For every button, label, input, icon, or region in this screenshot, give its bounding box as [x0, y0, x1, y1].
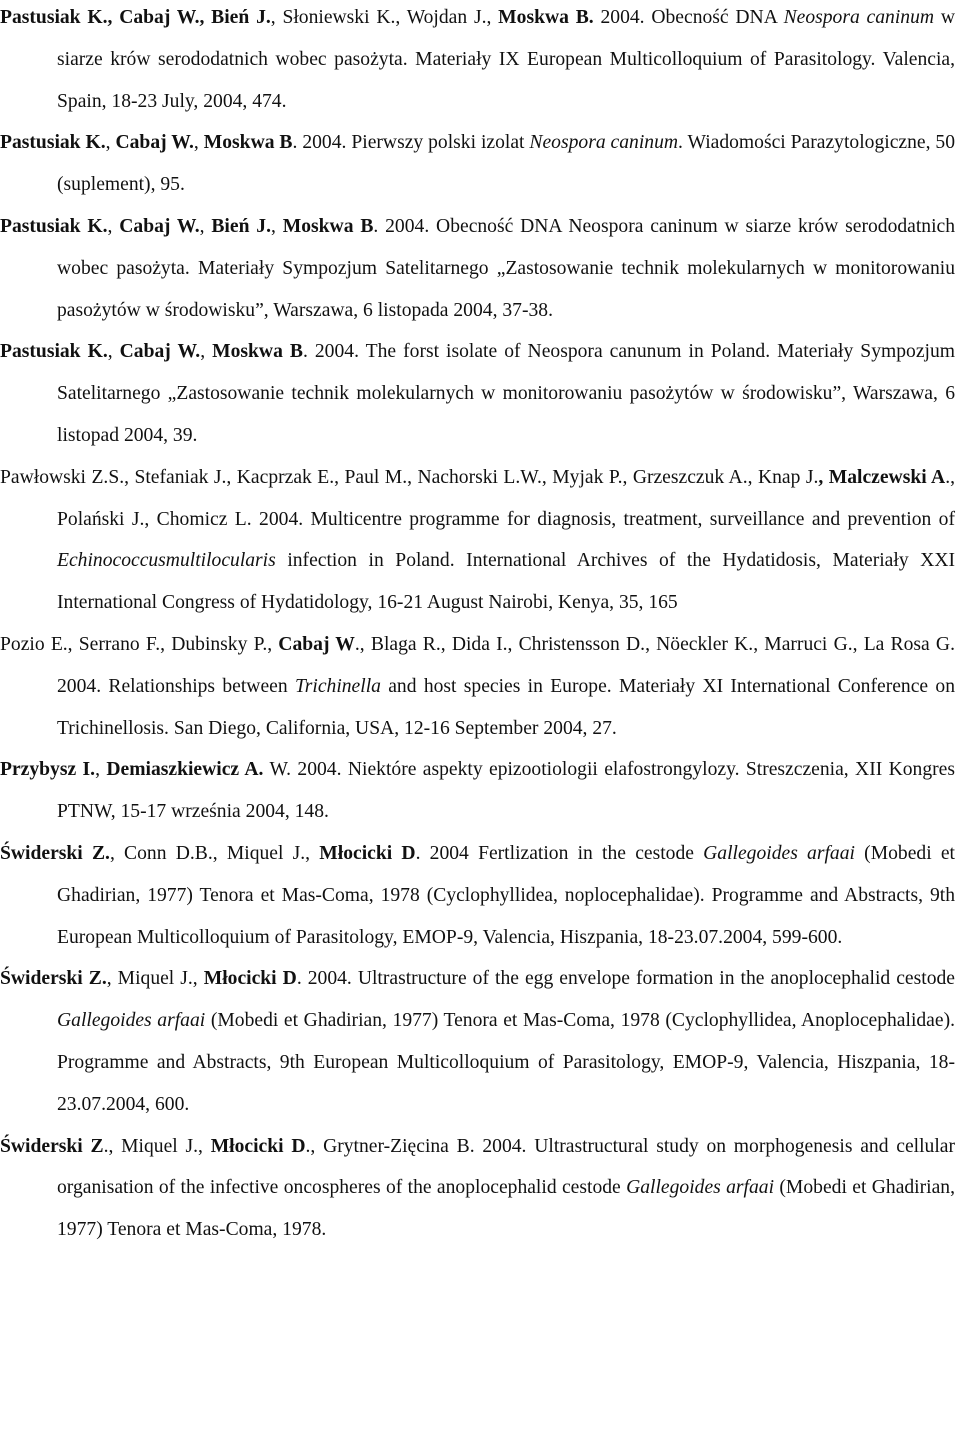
- reference-text: ,: [193, 132, 204, 154]
- reference-text: ,: [107, 341, 120, 363]
- author-name-bold: Świderski Z.: [0, 842, 110, 864]
- reference-text: . Wiadomości Parazytologiczne, 50 (suplement), 95.: [57, 132, 955, 196]
- italic-term: Echinococcusmultilocularis: [57, 550, 276, 572]
- reference-entry: [0, 833, 955, 958]
- reference-entry: [0, 749, 955, 833]
- reference-text: . 2004. Pierwszy polski izolat: [292, 132, 530, 154]
- reference-entry: [0, 624, 955, 749]
- author-name-bold: Pastusiak K.: [0, 215, 108, 237]
- italic-term: Neospora caninum: [529, 132, 679, 154]
- reference-text: ,: [105, 132, 116, 154]
- reference-text: , Miquel J.,: [106, 968, 204, 990]
- reference-entry: [0, 331, 955, 456]
- reference-text: , Słoniewski K., Wojdan J.,: [270, 7, 499, 28]
- reference-text: ., Polański J., Chomicz L. 2004. Multicentre programme for diagnosis, treatment, surveillance and prevention of: [57, 466, 955, 530]
- reference-text: , Conn D.B., Miquel J.,: [109, 842, 320, 864]
- reference-text: ,: [95, 759, 107, 781]
- author-name-bold: Demiaszkiewicz A.: [106, 759, 264, 781]
- reference-text: w siarze krów serododatnich wobec pasożyta. Materiały IX European Multicolloquium of Parasitology. Valencia, Spain, 18-23 July, 2004, 474.: [57, 7, 955, 112]
- italic-term: Gallegoides arfaai: [57, 1010, 206, 1032]
- reference-text: (Mobedi et Ghadirian, 1977) Tenora et Mas-Coma, 1978 (Cyclophyllidea, Anoplocephalidae). Programme and Abstracts, 9th European Multicolloquium of Parasitology, EMOP-9, Valencia, Hiszpania, 18-23.07.2004, 600.: [57, 1010, 956, 1115]
- reference-text: ,: [199, 215, 212, 237]
- reference-text: Pozio E., Serrano F., Dubinsky P.,: [0, 633, 279, 655]
- author-name-bold: Cabaj W.: [119, 341, 201, 363]
- italic-term: Trichinella: [294, 675, 381, 697]
- reference-text: W. 2004. Niektóre aspekty epizootiologii elafostrongylozy. Streszczenia, XII Kongres PTNW, 15-17 września 2004, 148.: [57, 759, 955, 823]
- reference-text: ,: [200, 341, 213, 363]
- reference-text: ., Miquel J.,: [103, 1135, 211, 1157]
- reference-text: and host species in Europe. Materiały XI International Conference on Trichinellosis. San Diego, California, USA, 12-16 September 2004, 27.: [57, 675, 955, 739]
- italic-term: Gallegoides arfaai: [703, 842, 855, 864]
- author-name-bold: Cabaj W.: [119, 215, 200, 237]
- author-name-bold: Młocicki D: [203, 968, 297, 990]
- reference-text: ., Grytner-Zięcina B. 2004. Ultrastructural study on morphogenesis and cellular organisation of the infective oncospheres of the anoplocephalid cestode: [57, 1135, 955, 1199]
- reference-text: Pawłowski Z.S., Stefaniak J., Kacprzak E., Paul M., Nachorski L.W., Myjak P., Grzeszczuk A., Knap J.: [0, 466, 819, 488]
- italic-term: Gallegoides arfaai: [626, 1177, 775, 1199]
- reference-text: . 2004. Obecność DNA Neospora caninum w siarze krów serododatnich wobec pasożyta. Materiały Sympozjum Satelitarnego „Zastosowanie technik molekularnych w monitorowaniu pasożytów w środowisku”, Warszawa, 6 listopada 2004, 37-38.: [57, 215, 956, 321]
- author-name-bold: Świderski Z.: [0, 968, 107, 990]
- reference-text: (Mobedi et Ghadirian, 1977) Tenora et Mas-Coma, 1978.: [57, 1177, 955, 1241]
- author-name-bold: Pastusiak K.: [0, 341, 108, 363]
- reference-text: ., Blaga R., Dida I., Christensson D., Nöeckler K., Marruci G., La Rosa G. 2004. Relationships between: [57, 633, 955, 697]
- italic-term: Neospora caninum: [783, 7, 935, 28]
- reference-text: (Mobedi et Ghadirian, 1977) Tenora et Mas-Coma, 1978 (Cyclophyllidea, noplocephalidae). Programme and Abstracts, 9th European Multicolloquium of Parasitology, EMOP-9, Valencia, Hiszpania, 18-23.07.2004, 599-600.: [57, 842, 956, 948]
- author-name-bold: Pastusiak K.: [0, 132, 106, 154]
- author-name-bold: , Malczewski A: [818, 466, 946, 488]
- reference-text: ,: [107, 215, 120, 237]
- reference-entry: [0, 1126, 955, 1251]
- reference-text: ,: [271, 215, 283, 237]
- author-name-bold: Pastusiak K., Cabaj W., Bień J.: [0, 7, 271, 28]
- author-name-bold: Moskwa B: [282, 215, 374, 237]
- reference-text: . 2004 Fertlization in the cestode: [415, 842, 704, 864]
- author-name-bold: Młocicki D: [210, 1135, 306, 1157]
- reference-entry: [0, 206, 955, 331]
- reference-entry: [0, 457, 955, 624]
- reference-text: infection in Poland. International Archives of the Hydatidosis, Materiały XXI International Congress of Hydatidology, 16-21 August Nairobi, Kenya, 35, 165: [57, 550, 955, 614]
- reference-text: 2004. Obecność DNA: [593, 7, 784, 28]
- author-name-bold: Moskwa B: [212, 341, 303, 363]
- author-name-bold: Cabaj W.: [115, 132, 194, 154]
- reference-entry: [0, 122, 955, 206]
- author-name-bold: Przybysz I.: [0, 759, 96, 781]
- reference-text: . 2004. The forst isolate of Neospora canunum in Poland. Materiały Sympozjum Satelitarnego „Zastosowanie technik molekularnych w monitorowaniu pasożytów w środowisku”, Warszawa, 6 listopad 2004, 39.: [57, 341, 956, 446]
- author-name-bold: Moskwa B.: [498, 7, 594, 28]
- author-name-bold: Bień J.: [211, 215, 271, 237]
- author-name-bold: Cabaj W: [278, 633, 355, 655]
- author-name-bold: Moskwa B: [203, 132, 293, 154]
- reference-entry: [0, 958, 955, 1125]
- reference-text: . 2004. Ultrastructure of the egg envelope formation in the anoplocephalid cestode: [296, 968, 955, 990]
- author-name-bold: Świderski Z: [0, 1135, 104, 1157]
- reference-entry: [0, 0, 955, 122]
- author-name-bold: Młocicki D: [319, 842, 416, 864]
